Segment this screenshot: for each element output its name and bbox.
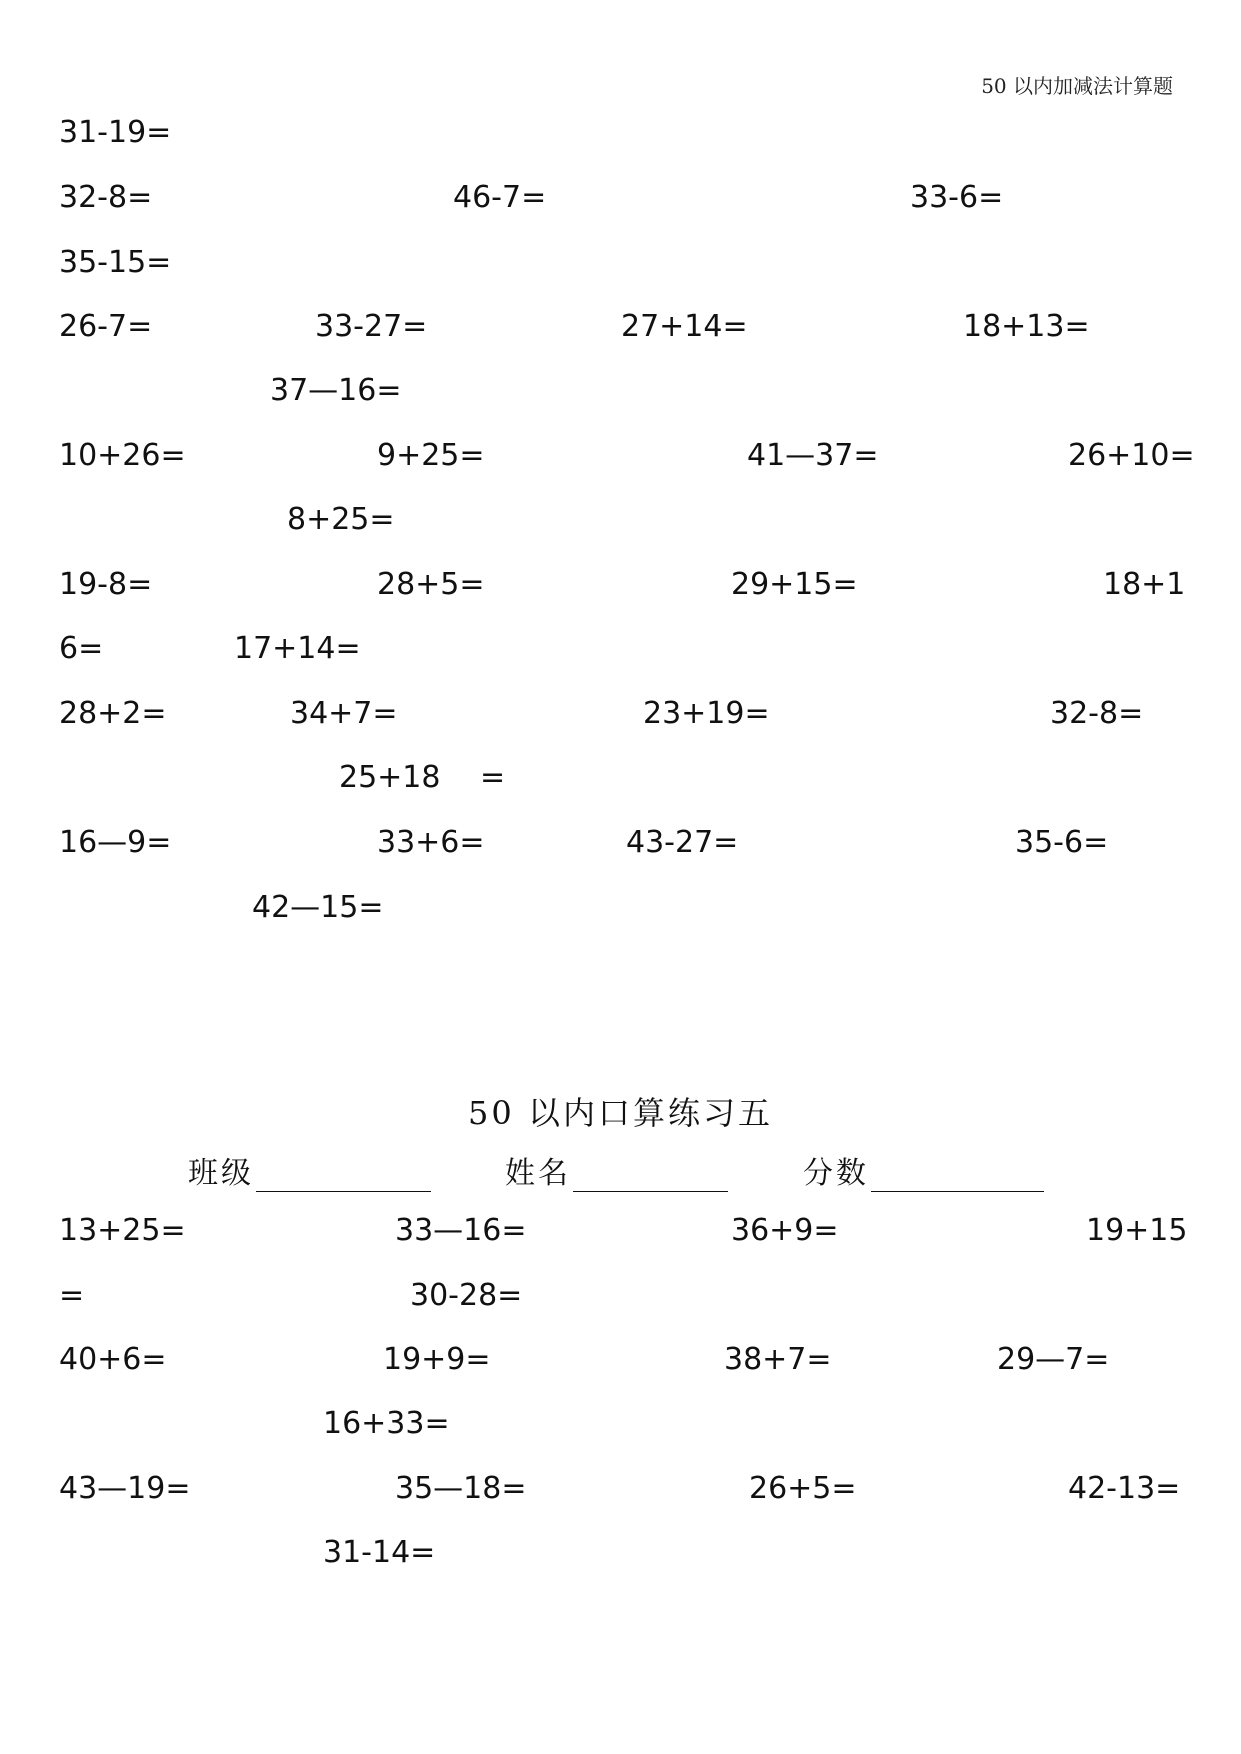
equation: 27+14= bbox=[621, 309, 748, 344]
equation: 33—16= bbox=[395, 1213, 527, 1248]
equation: 26-7= bbox=[59, 309, 153, 344]
equation: 37—16= bbox=[270, 373, 402, 408]
equation: 28+5= bbox=[377, 567, 485, 602]
page-header: 50 以内加减法计算题 bbox=[981, 74, 1173, 98]
name-field bbox=[505, 1148, 728, 1192]
equation: 18+13= bbox=[963, 309, 1090, 344]
equation: 35—18= bbox=[395, 1471, 527, 1506]
equation: 43—19= bbox=[59, 1471, 191, 1506]
equation: 16+33= bbox=[323, 1406, 450, 1441]
equation: 16—9= bbox=[59, 825, 172, 860]
equation: 19+9= bbox=[383, 1342, 491, 1377]
equation: 9+25= bbox=[377, 438, 485, 473]
equation: 35-15= bbox=[59, 245, 172, 280]
class-blank bbox=[256, 1161, 431, 1192]
equation: 19-8= bbox=[59, 567, 153, 602]
equation: 42-13= bbox=[1068, 1471, 1181, 1506]
equation: 32-8= bbox=[59, 180, 153, 215]
equation: 18+1 bbox=[1103, 567, 1186, 602]
equation: 43-27= bbox=[626, 825, 739, 860]
equation: 8+25= bbox=[287, 502, 395, 537]
equation: 42—15= bbox=[252, 890, 384, 925]
equation: 33-6= bbox=[910, 180, 1004, 215]
equation: = bbox=[59, 1278, 85, 1313]
equation: 26+10= bbox=[1068, 438, 1195, 473]
equation: 34+7= bbox=[290, 696, 398, 731]
equation: 30-28= bbox=[410, 1278, 523, 1313]
equation: 36+9= bbox=[731, 1213, 839, 1248]
name-label: 姓名 bbox=[505, 1156, 571, 1191]
equation: 10+26= bbox=[59, 438, 186, 473]
equation: 19+15 bbox=[1086, 1213, 1188, 1248]
equation: 6= bbox=[59, 631, 104, 666]
class-field bbox=[188, 1148, 431, 1192]
equation: 33+6= bbox=[377, 825, 485, 860]
equation: 25+18 = bbox=[339, 760, 506, 795]
equation: 31-14= bbox=[323, 1535, 436, 1570]
equation: 29+15= bbox=[731, 567, 858, 602]
equation: 31-19= bbox=[59, 115, 172, 150]
equation: 26+5= bbox=[749, 1471, 857, 1506]
equation: 29—7= bbox=[997, 1342, 1110, 1377]
equation: 46-7= bbox=[453, 180, 547, 215]
class-label: 班级 bbox=[188, 1156, 254, 1191]
equation: 23+19= bbox=[643, 696, 770, 731]
equation: 17+14= bbox=[234, 631, 361, 666]
equation: 33-27= bbox=[315, 309, 428, 344]
score-label: 分数 bbox=[803, 1156, 869, 1191]
equation: 28+2= bbox=[59, 696, 167, 731]
score-blank bbox=[871, 1161, 1044, 1192]
score-field bbox=[803, 1148, 1044, 1192]
equation: 35-6= bbox=[1015, 825, 1109, 860]
equation: 38+7= bbox=[724, 1342, 832, 1377]
equation: 32-8= bbox=[1050, 696, 1144, 731]
equation: 40+6= bbox=[59, 1342, 167, 1377]
section-title: 50 以内口算练习五 bbox=[468, 1094, 773, 1132]
name-blank bbox=[573, 1161, 728, 1192]
equation: 13+25= bbox=[59, 1213, 186, 1248]
equation: 41—37= bbox=[747, 438, 879, 473]
